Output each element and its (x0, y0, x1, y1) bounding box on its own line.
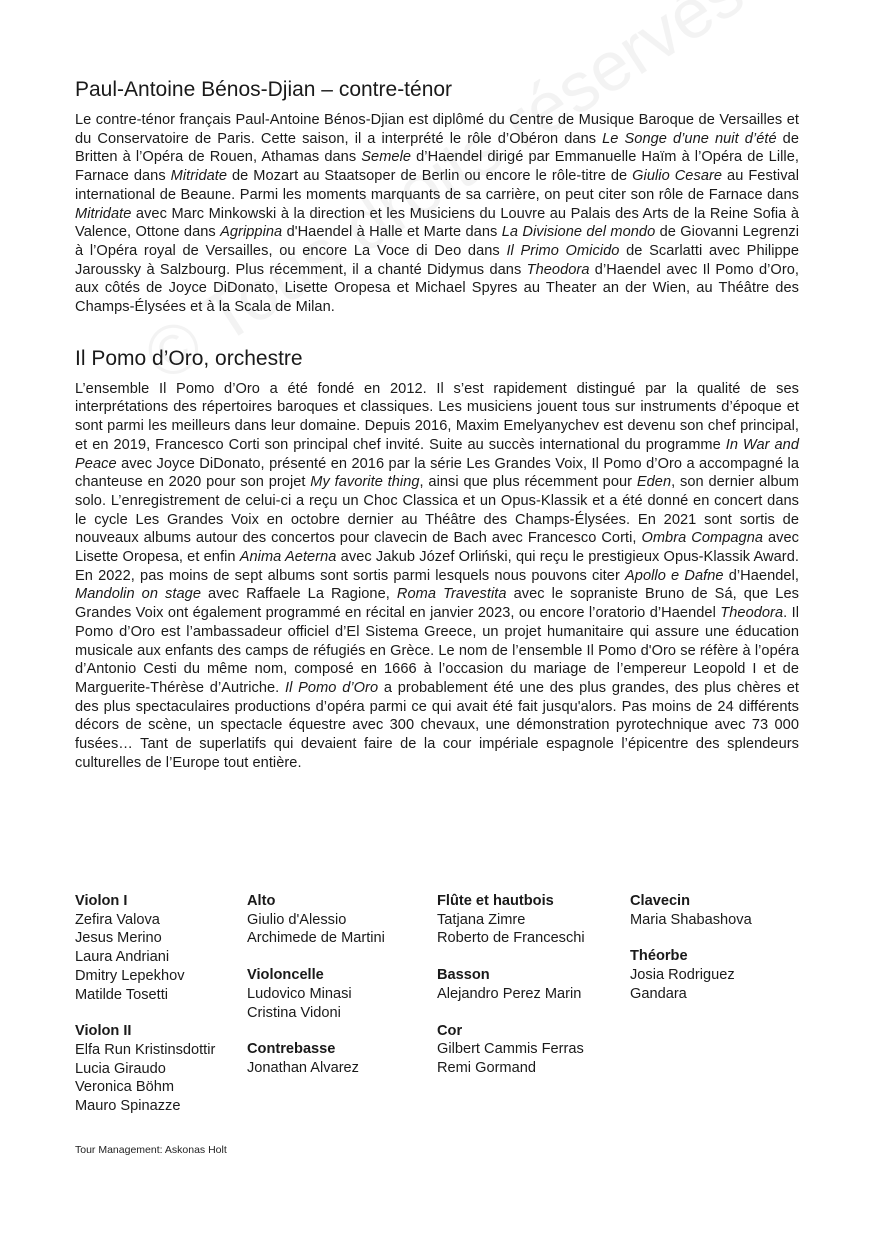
text-run: d'Haendel à Halle et Marte dans (282, 224, 502, 241)
italic-title: La Divisione del mondo (501, 224, 656, 241)
roster-column (630, 892, 752, 1022)
roster-column (75, 892, 215, 1134)
italic-title: Mandolin on stage (75, 586, 201, 603)
musician-name: Dmitry Lepekhov (75, 967, 185, 984)
musician-name: Alejandro Perez Marin (437, 985, 582, 1002)
musician-name: Jesus Merino (75, 930, 162, 947)
musician-name: Lucia Giraudo (75, 1060, 166, 1077)
instrument-heading: Flûte et hautbois (437, 893, 554, 909)
musician-name: Ludovico Minasi (247, 985, 352, 1002)
instrument-section (75, 892, 215, 1004)
text-run: avec le sopraniste Bruno de Sá, que Les Grandes Voix ont également programmé en récital en janvier 2023, ou encore l’oratorio d’Haendel (75, 586, 799, 622)
text-run: d’Haendel dirigé par Emmanuelle Haïm à l’Opéra de Lille, Farnace dans (75, 149, 799, 185)
musician-name: Jonathan Alvarez (247, 1059, 359, 1076)
musician-name: Matilde Tosetti (75, 986, 169, 1003)
italic-title: Theodora (526, 261, 590, 278)
instrument-heading: Violon I (75, 893, 128, 909)
italic-title: Semele (361, 149, 412, 166)
instrument-section (247, 966, 385, 1022)
instrument-heading: Clavecin (630, 893, 691, 909)
instrument-section (630, 947, 752, 1003)
italic-title: Mitridate (75, 205, 132, 222)
instrument-section (437, 1022, 585, 1078)
instrument-heading: Contrebasse (247, 1041, 336, 1058)
text-run: au Festival international de Beaune. Parmi les moments marquants de sa carrière, on peut citer son rôle de Farnace dans (75, 168, 799, 203)
text-run: avec Joyce DiDonato, présenté en 2016 par la série Les Grandes Voix, Il Pomo d’Oro a accompagné la chanteuse en 2020 pour son projet (75, 455, 799, 491)
text-run: de Giovanni Legrenzi à l’Opéra royal de Versailles, ou encore La Voce di Deo dans (75, 224, 799, 259)
section-title-pomo-doro: Il Pomo d’Oro, orchestre (75, 346, 303, 370)
biography-paragraph-pomo-doro (75, 380, 799, 773)
musician-name: Giulio d'Alessio (247, 911, 347, 928)
instrument-section (75, 1022, 215, 1116)
instrument-heading: Cor (437, 1022, 463, 1039)
musician-name: Archimede de Martini (247, 930, 385, 947)
italic-title: Anima Aeterna (239, 549, 337, 566)
instrument-section (630, 892, 752, 929)
roster-column (437, 892, 585, 1096)
text-run: a probablement été une des plus grandes, des plus chères et des plus spectaculaires productions d’opéra parmi ce qui avait été fait jusqu'alors. Pas moins de 24 différents décors de scène, un spectacle équestre avec 300 chevaux, une démonstration pyrotechnique avec 73 000 fusées… Tant de superlatifs qui devaient faire de la cour impériale espagnole l’épicentre des splendeurs culturelles de l’Europe tout entière. (75, 679, 799, 771)
text-run: , son dernier album solo. L’enregistrement de celui-ci a reçu un Choc Classica et un Opus-Klassik et a été donné en concert dans le cycle Les Grandes Voix en octobre dernier au Théâtre des Champs-Élysées. En 2021 sont sortis de nouveaux albums autour des concertos pour clavecin de Bach avec Francesco Corti, (75, 474, 799, 547)
italic-title: Le Songe d’une nuit d’été (602, 130, 777, 147)
text-run: avec Marc Minkowski à la direction et les Musiciens du Louvre au Palais des Arts de la Reine Sofia à Valence, Ottone dans (75, 205, 799, 241)
text-run: , ainsi que plus récemment pour (419, 474, 637, 491)
musician-name: Josia Rodriguez (630, 967, 735, 984)
musician-name: Roberto de Franceschi (437, 930, 585, 947)
musician-name: Zefira Valova (75, 911, 160, 928)
instrument-section (437, 892, 585, 948)
musician-name: Remi Gormand (437, 1059, 536, 1076)
text-run: d’Haendel, (723, 567, 799, 584)
roster-column (247, 892, 385, 1096)
instrument-heading: Basson (437, 967, 490, 984)
instrument-section (247, 892, 385, 948)
italic-title: Mitridate (170, 168, 228, 185)
instrument-section (437, 966, 585, 1003)
italic-title: Apollo e Dafne (625, 567, 724, 584)
text-run: L’ensemble Il Pomo d’Oro a été fondé en 2012. Il s’est rapidement distingué par la qualité de ses interprétations des répertoires baroques et classiques. Les musiciens jouent tous sur instruments d’époque et sont parmi les meilleurs dans leur domaine. Depuis 2016, Maxim Emelyanychev est devenu son chef principal, et en 2019, Francesco Corti son principal chef invité. Suite au succès international du programme (75, 380, 799, 453)
musician-name: Veronica Böhm (75, 1079, 174, 1096)
text-run: avec Raffaele La Ragione, (201, 586, 397, 603)
tour-management-credit: Tour Management: Askonas Holt (75, 1144, 227, 1156)
italic-title: Ombra Compagna (641, 530, 764, 547)
musician-name: Mauro Spinazze (75, 1098, 181, 1115)
italic-title: Agrippina (220, 224, 283, 241)
italic-title: In War and Peace (75, 436, 799, 472)
italic-title: Theodora (720, 605, 784, 622)
text-run: de Scarlatti avec Philippe Jaroussky à Salzbourg. Plus récemment, il a chanté Didymus dans (75, 242, 799, 278)
instrument-section (247, 1040, 385, 1077)
text-run: avec Jakub Józef Orliński, qui reçu le prestigieux Opus-Klassik Award. En 2022, pas moins de sept albums sont sortis parmi lesquels nous pouvons citer (75, 549, 799, 584)
musician-name: Gilbert Cammis Ferras (437, 1041, 584, 1058)
biography-paragraph-benos-djian (75, 111, 799, 317)
italic-title: Giulio Cesare (632, 168, 723, 185)
instrument-heading: Théorbe (630, 948, 688, 965)
text-run: avec Lisette Oropesa, et enfin (75, 530, 800, 566)
text-run: de Britten à l’Opéra de Rouen, Athamas dans (75, 130, 800, 166)
musician-name: Elfa Run Kristinsdottir (75, 1041, 216, 1058)
text-run: Le contre-ténor français Paul-Antoine Bénos-Djian est diplômé du Centre de Musique Baroque de Versailles et du Conservatoire de Paris. Cette saison, il a interprété le rôle d’Obéron dans (75, 112, 799, 147)
musician-name: Gandara (630, 985, 687, 1002)
italic-title: Il Primo Omicido (506, 242, 620, 259)
italic-title: Roma Travestita (396, 586, 507, 603)
text-run: . Il Pomo d’Oro est l’ambassadeur officiel d’El Sistema Greece, un projet humanitaire qui assure une éducation musicale aux enfants des camps de réfugiés en Grèce. Le nom de l’ensemble Il Pomo d'Oro se réfère à l’opéra d’Antonio Cesti du même nom, composé en 1666 à l’occasion du mariage de l’empereur Leopold I et de Marguerite-Thérèse d’Autriche. (75, 605, 800, 696)
text-run: d’Haendel avec Il Pomo d’Oro, aux côtés de Joyce DiDonato, Lisette Oropesa et Michael Spyres au Theater an der Wien, au Théâtre des Champs-Élysées et à la Scala de Milan. (75, 261, 799, 316)
musician-name: Laura Andriani (75, 949, 170, 966)
musician-name: Tatjana Zimre (437, 911, 526, 928)
italic-title: Il Pomo d’Oro (285, 679, 379, 696)
instrument-heading: Alto (247, 893, 276, 909)
italic-title: My favorite thing (310, 474, 420, 491)
italic-title: Eden (636, 474, 672, 491)
musician-name: Cristina Vidoni (247, 1004, 341, 1021)
section-title-benos-djian: Paul-Antoine Bénos-Djian – contre-ténor (75, 78, 453, 101)
text-run: de Mozart au Staatsoper de Berlin ou encore le rôle-titre de (227, 168, 633, 185)
instrument-heading: Violon II (75, 1023, 132, 1040)
instrument-heading: Violoncelle (247, 967, 324, 984)
musician-name: Maria Shabashova (630, 911, 752, 928)
page-content (75, 76, 799, 773)
